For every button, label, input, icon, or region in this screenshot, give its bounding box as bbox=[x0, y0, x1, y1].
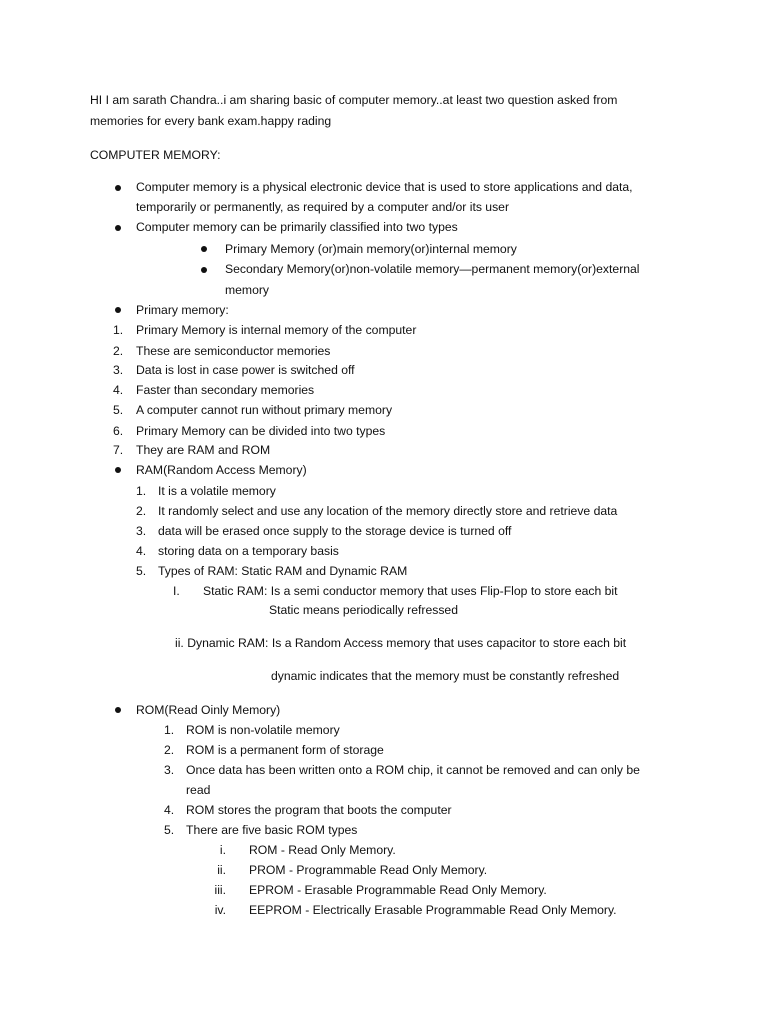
bullet-icon bbox=[115, 225, 121, 231]
list-number: 1. bbox=[113, 323, 124, 337]
list-number: 1. bbox=[136, 484, 147, 498]
list-number: 3. bbox=[164, 763, 175, 777]
bullet-text-2: Computer memory can be primarily classified into two types bbox=[136, 220, 458, 234]
ram-item: storing data on a temporary basis bbox=[158, 544, 339, 558]
list-item: They are RAM and ROM bbox=[136, 443, 271, 457]
list-item: Data is lost in case power is switched off bbox=[136, 363, 355, 377]
bullet-text-1-line-2: temporarily or permanently, as required by a computer and/or its user bbox=[136, 200, 510, 214]
bullet-icon bbox=[201, 246, 207, 252]
list-number: 4. bbox=[113, 383, 124, 397]
rom-item-continuation: read bbox=[186, 783, 211, 797]
rom-item: Once data has been written onto a ROM chip, it cannot be removed and can only be bbox=[186, 763, 640, 777]
intro-line-1: HI I am sarath Chandra..i am sharing basic of computer memory..at least two question asked from bbox=[90, 93, 618, 107]
rom-item: There are five basic ROM types bbox=[186, 823, 358, 837]
dynamic-ram-note: dynamic indicates that the memory must be constantly refreshed bbox=[271, 669, 620, 683]
bullet-icon bbox=[115, 185, 121, 191]
list-number: 3. bbox=[136, 524, 147, 538]
intro-line-2: memories for every bank exam.happy rading bbox=[90, 114, 332, 128]
ram-item: It randomly select and use any location of the memory directly store and retrieve data bbox=[158, 504, 618, 518]
list-item: Primary Memory can be divided into two types bbox=[136, 424, 386, 438]
bullet-icon bbox=[115, 707, 121, 713]
ram-item: Types of RAM: Static RAM and Dynamic RAM bbox=[158, 564, 408, 578]
list-number: 7. bbox=[113, 443, 124, 457]
list-number: 1. bbox=[164, 723, 175, 737]
rom-item: ROM is non-volatile memory bbox=[186, 723, 340, 737]
list-item: These are semiconductor memories bbox=[136, 344, 331, 358]
bullet-icon bbox=[115, 467, 121, 473]
ram-title: RAM(Random Access Memory) bbox=[136, 463, 307, 477]
bullet-text-1-line-1: Computer memory is a physical electronic device that is used to store applications and data, bbox=[136, 180, 633, 194]
list-item: Faster than secondary memories bbox=[136, 383, 315, 397]
rom-type: EPROM - Erasable Programmable Read Only Memory. bbox=[249, 883, 547, 897]
list-number: I. bbox=[173, 584, 180, 598]
list-number: i. bbox=[219, 843, 226, 857]
list-item: Primary Memory is internal memory of the computer bbox=[136, 323, 417, 337]
list-number: 5. bbox=[164, 823, 175, 837]
memory-type-2-line-2: memory bbox=[225, 283, 270, 297]
list-number: 2. bbox=[164, 743, 175, 757]
section-heading: COMPUTER MEMORY: bbox=[90, 148, 221, 162]
list-number: 3. bbox=[113, 363, 124, 377]
rom-item: ROM stores the program that boots the computer bbox=[186, 803, 452, 817]
rom-type: PROM - Programmable Read Only Memory. bbox=[249, 863, 488, 877]
static-ram-text: Static RAM: Is a semi conductor memory that uses Flip-Flop to store each bit bbox=[203, 584, 618, 598]
list-number: 2. bbox=[136, 504, 147, 518]
ram-item: It is a volatile memory bbox=[158, 484, 276, 498]
bullet-text-3: Primary memory: bbox=[136, 303, 229, 317]
rom-title: ROM(Read Oinly Memory) bbox=[136, 703, 281, 717]
list-number: 5. bbox=[113, 403, 124, 417]
list-number: 6. bbox=[113, 424, 124, 438]
rom-type: EEPROM - Electrically Erasable Programmable Read Only Memory. bbox=[249, 903, 617, 917]
list-number: 2. bbox=[113, 344, 124, 358]
list-number: 4. bbox=[164, 803, 175, 817]
memory-type-2-line-1: Secondary Memory(or)non-volatile memory—permanent memory(or)external bbox=[225, 262, 640, 276]
dynamic-ram-text: ii. Dynamic RAM: Is a Random Access memory that uses capacitor to store each bit bbox=[175, 636, 627, 650]
memory-type-1: Primary Memory (or)main memory(or)internal memory bbox=[225, 242, 517, 256]
list-item: A computer cannot run without primary memory bbox=[136, 403, 393, 417]
bullet-icon bbox=[201, 267, 207, 273]
list-number: ii. bbox=[217, 863, 226, 877]
list-number: iv. bbox=[214, 903, 226, 917]
list-number: iii. bbox=[214, 883, 226, 897]
list-number: 4. bbox=[136, 544, 147, 558]
rom-item: ROM is a permanent form of storage bbox=[186, 743, 384, 757]
rom-type: ROM - Read Only Memory. bbox=[249, 843, 396, 857]
ram-item: data will be erased once supply to the storage device is turned off bbox=[158, 524, 512, 538]
list-number: 5. bbox=[136, 564, 147, 578]
bullet-icon bbox=[115, 307, 121, 313]
static-ram-note: Static means periodically refressed bbox=[269, 603, 458, 617]
